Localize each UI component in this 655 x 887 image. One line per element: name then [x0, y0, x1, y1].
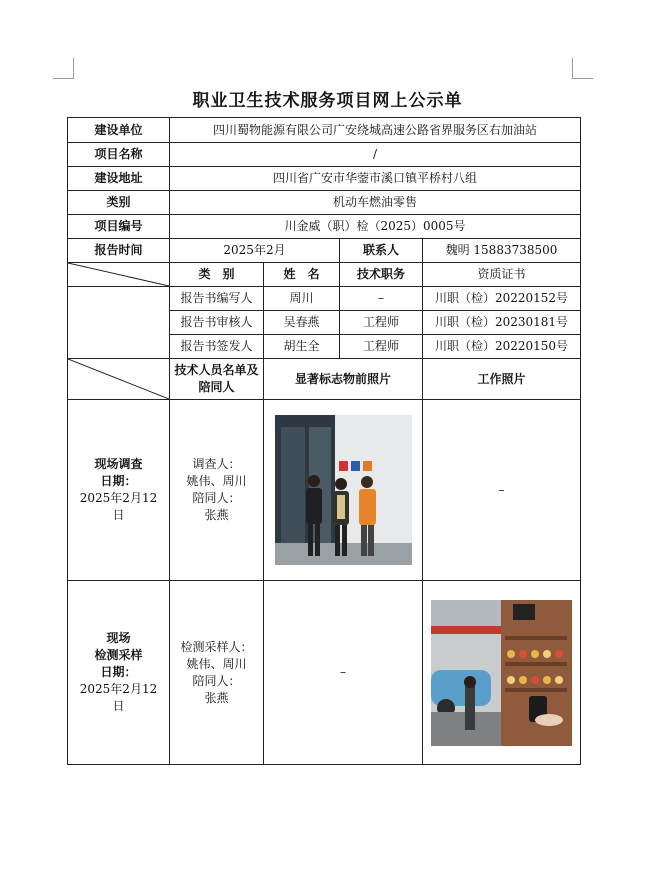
staff-header-name: 姓 名	[264, 263, 340, 287]
companion-name: 张燕	[204, 690, 229, 705]
page-title: 职业卫生技术服务项目网上公示单	[192, 91, 463, 111]
contact-label: 联系人	[340, 239, 423, 263]
survey-date-day: 日	[112, 508, 125, 522]
report-time-label: 报告时间	[68, 239, 170, 263]
landmark-group-photo	[275, 415, 412, 565]
sampling-label-line1: 现场	[106, 631, 131, 645]
staff-cert: 川职（检）20220152号	[423, 287, 581, 311]
survey-date-value: 2025年2月12	[79, 491, 158, 505]
category-label: 类别	[68, 191, 170, 215]
staff-blank-cell	[68, 287, 170, 359]
crop-mark-top-right	[572, 58, 593, 79]
project-name-value: /	[170, 143, 581, 167]
unit-value: 四川蜀物能源有限公司广安绕城高速公路省界服务区右加油站	[170, 118, 581, 143]
staff-title: 工程师	[340, 335, 423, 359]
unit-label: 建设单位	[68, 118, 170, 143]
disclosure-form	[67, 117, 581, 765]
staff-role: 报告书编写人	[170, 287, 264, 311]
sampling-label-line2: 检测采样	[94, 648, 143, 662]
category-value: 机动车燃油零售	[170, 191, 581, 215]
survey-work-photo-placeholder: –	[423, 400, 581, 581]
companion-label: 陪同人：	[192, 491, 241, 505]
staff-name: 吴春燕	[264, 311, 340, 335]
sampling-sign-photo-placeholder: –	[264, 581, 423, 765]
crop-mark-top-left	[53, 58, 74, 79]
address-label: 建设地址	[68, 167, 170, 191]
project-no-value: 川金威（职）检（2025）0005号	[170, 215, 581, 239]
staff-header-role: 类 别	[170, 263, 264, 287]
sampler-names: 姚伟、周川	[186, 656, 247, 671]
report-time-value: 2025年2月	[170, 239, 340, 263]
staff-header-title: 技术职务	[340, 263, 423, 287]
sampling-date-value: 2025年2月12	[79, 682, 158, 696]
staff-cert: 川职（检）20230181号	[423, 311, 581, 335]
staff-list-header: 技术人员名单及陪同人	[170, 359, 264, 400]
staff-name: 周川	[264, 287, 340, 311]
survey-staff-cell	[170, 400, 264, 581]
project-name-label: 项目名称	[68, 143, 170, 167]
companion-label: 陪同人：	[192, 673, 241, 688]
staff-role: 报告书签发人	[170, 335, 264, 359]
staff-role: 报告书审核人	[170, 311, 264, 335]
sampling-date-label: 日期：	[100, 665, 137, 679]
sampling-date-cell	[68, 581, 170, 765]
survey-label: 现场调查	[94, 457, 143, 471]
survey-sign-photo-cell	[264, 400, 423, 581]
sampling-work-photo-cell	[423, 581, 581, 765]
sign-photo-header: 显著标志物前照片	[264, 359, 423, 400]
companion-name: 张燕	[204, 508, 229, 522]
survey-date-cell	[68, 400, 170, 581]
staff-header-cert: 资质证书	[423, 263, 581, 287]
address-value: 四川省广安市华蓥市溪口镇平桥村八组	[170, 167, 581, 191]
surveyor-label: 调查人：	[192, 457, 241, 471]
sampler-label: 检测采样人：	[180, 639, 253, 654]
sampling-work-photo	[431, 600, 572, 746]
contact-value: 魏明 15883738500	[423, 239, 581, 263]
staff-name: 胡生全	[264, 335, 340, 359]
surveyor-names: 姚伟、周川	[186, 474, 247, 488]
survey-date-label: 日期：	[100, 474, 137, 488]
staff-cert: 川职（检）20220150号	[423, 335, 581, 359]
sampling-date-day: 日	[112, 699, 125, 713]
diagonal-cell	[68, 359, 170, 400]
staff-title: 工程师	[340, 311, 423, 335]
sampling-staff-cell	[170, 581, 264, 765]
staff-title: –	[340, 287, 423, 311]
work-photo-header: 工作照片	[423, 359, 581, 400]
diagonal-cell	[68, 263, 170, 287]
project-no-label: 项目编号	[68, 215, 170, 239]
